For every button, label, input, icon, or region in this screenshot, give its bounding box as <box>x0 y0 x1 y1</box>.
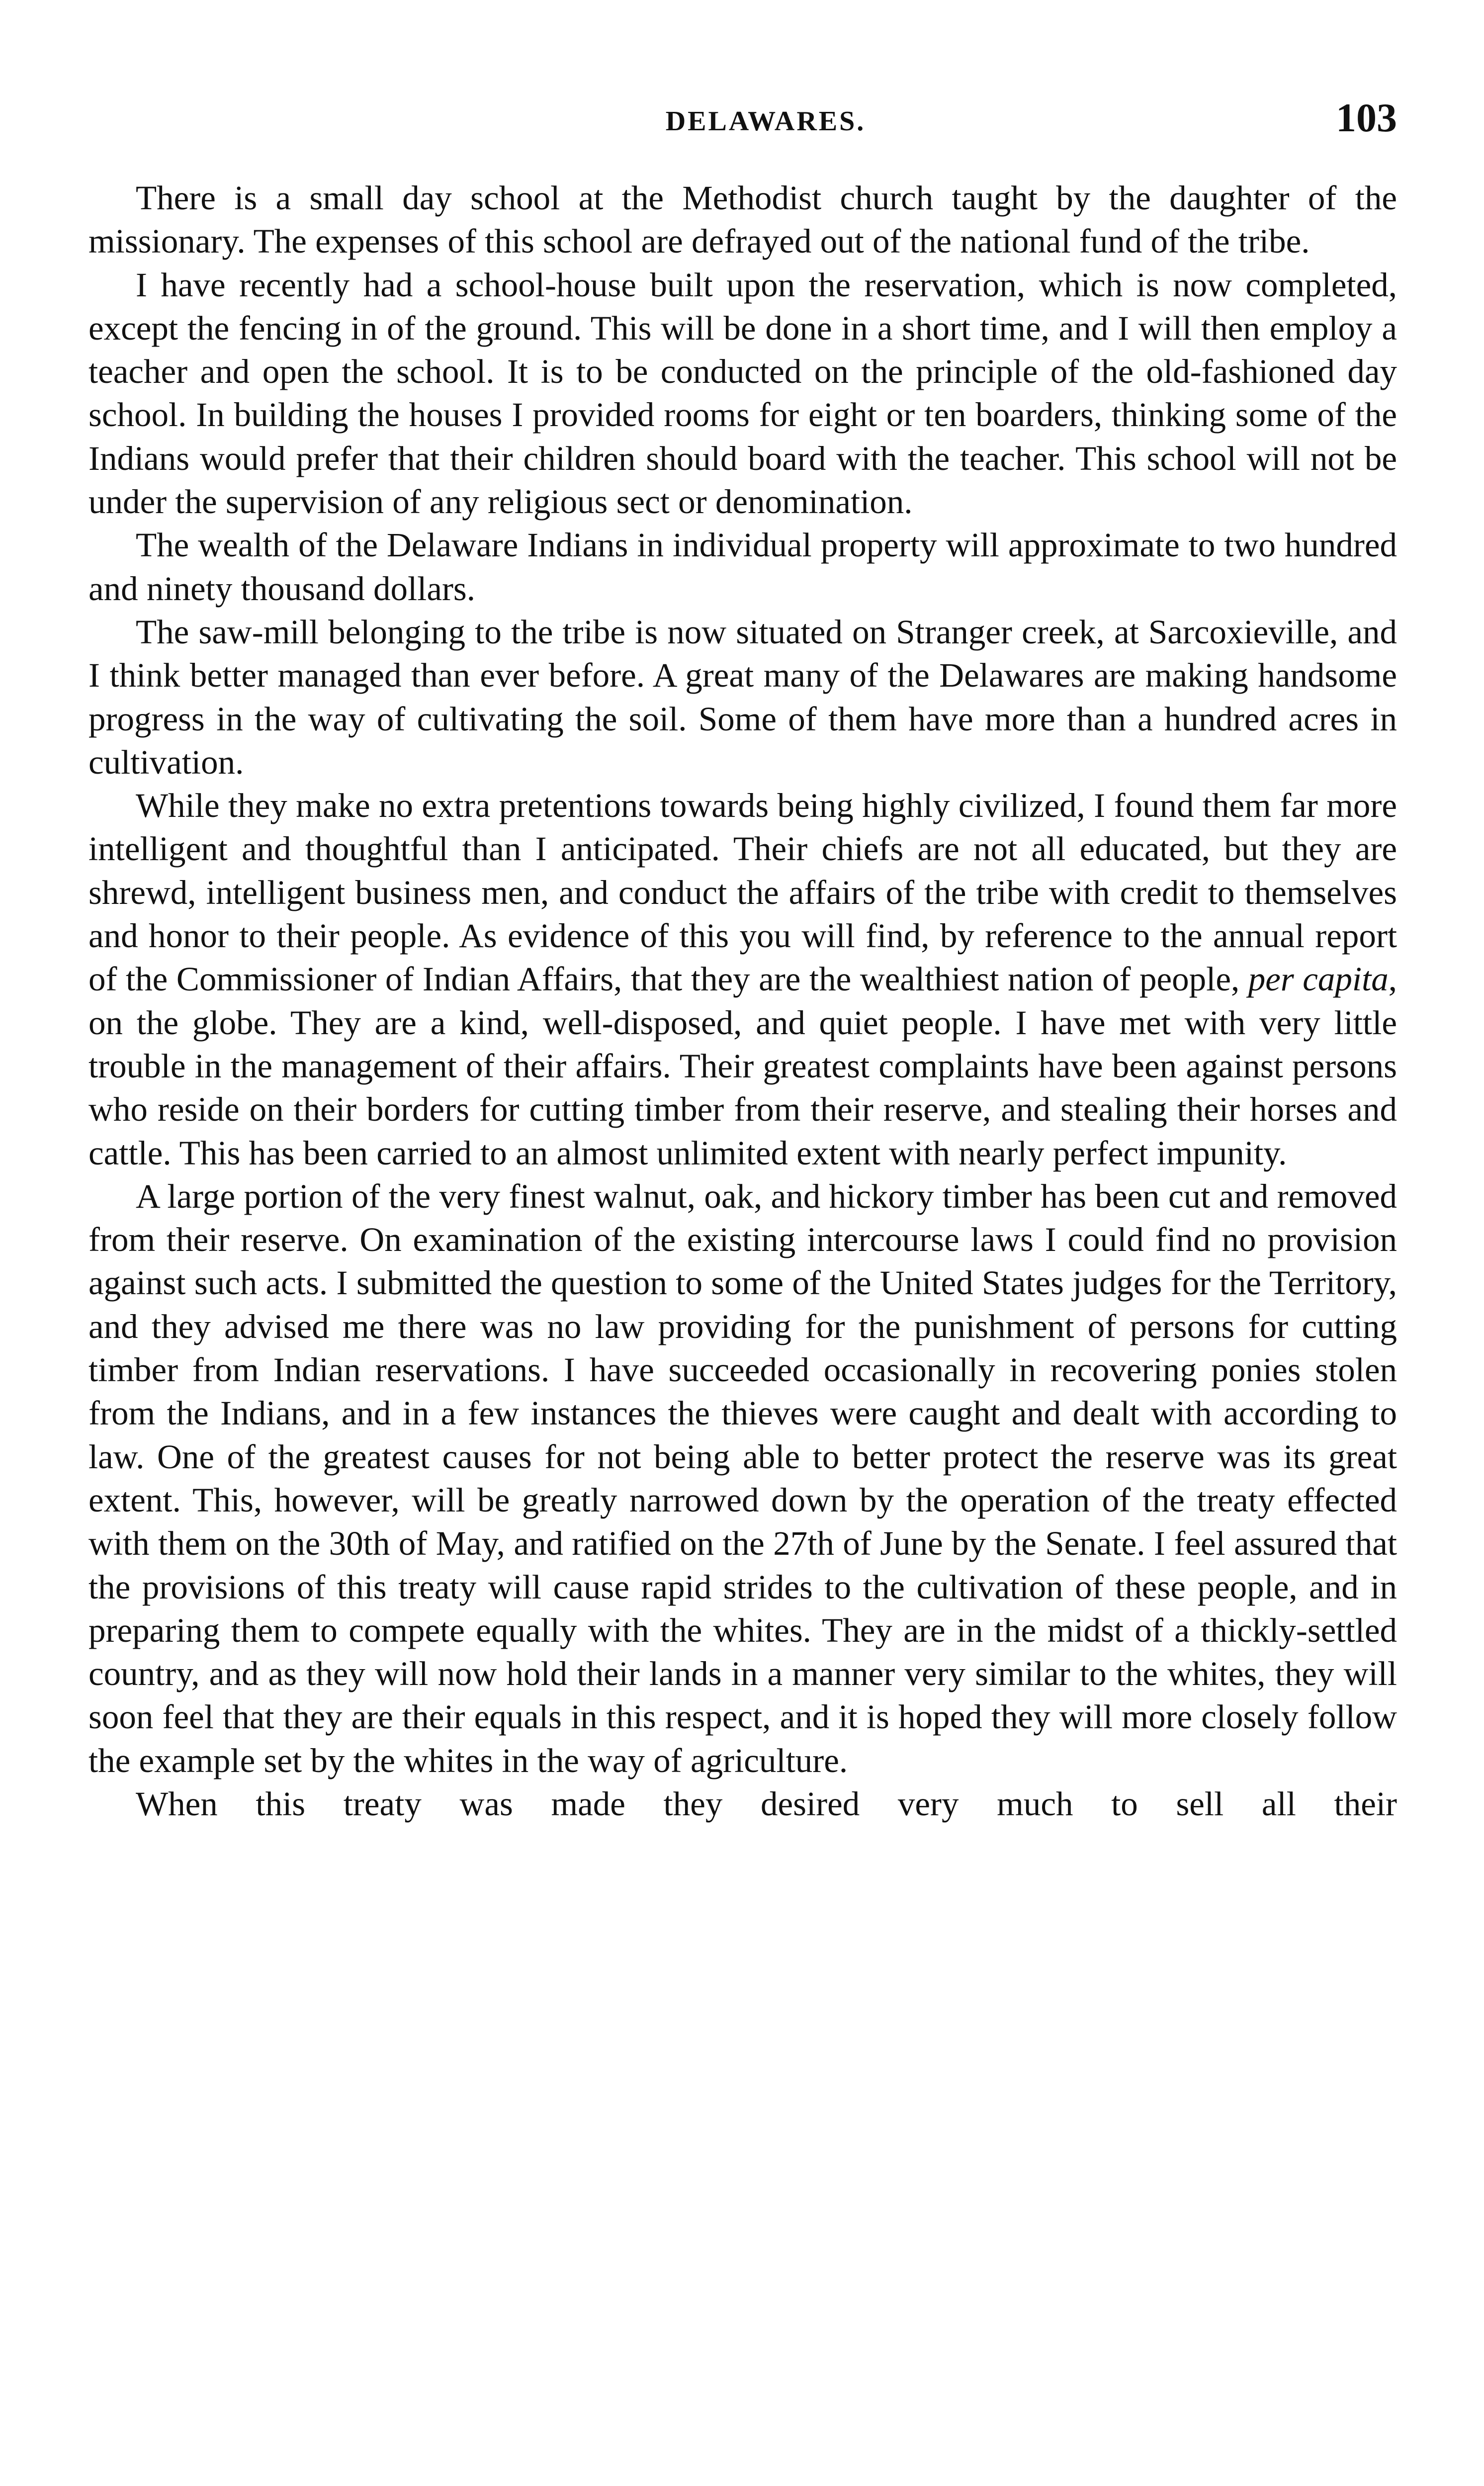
paragraph-civilization-italic: per capita <box>1248 960 1389 998</box>
paragraph-saw-mill: The saw-mill belonging to the tribe is now situated on Stranger creek, at Sarcoxieville, and I think better managed than ever before. A great many of the Delawares are making handsome progress in the way of cultivating the soil. Some of them have more than a hundred acres in cultivation. <box>88 613 1397 781</box>
running-header <box>134 94 1397 149</box>
paragraph-treaty: When this treaty was made they desired very much to sell all their <box>136 1784 1397 1823</box>
paragraph-civilization-part-2: , on the globe. They are a kind, well-disposed, and quiet people. I have met with very little trouble in the management of their affairs. Their greatest complaints have been against persons who reside on their borders for cutting timber from their reserve, and stealing their horses and cattle. This has been carried to an almost unlimited extent with nearly perfect impunity. <box>88 960 1397 1172</box>
paragraph-school-house: I have recently had a school-house built upon the reservation, which is now completed, except the fencing in of the ground. This will be done in a short time, and I will then employ a teacher and open the school. It is to be conducted on the principle of the old-fashioned day school. In building the houses I provided rooms for eight or ten boarders, thinking some of the Indians would prefer that their children should board with the teacher. This school will not be under the supervision of any religious sect or denomination. <box>88 266 1397 521</box>
page-number: 103 <box>1336 95 1397 140</box>
paragraph-civilization-part-1: While they make no extra pretentions towards being highly civilized, I found them far more intelligent and thoughtful than I anticipated. Their chiefs are not all educated, but they are shrewd, intelligent business men, and conduct the affairs of the tribe with credit to themselves and honor to their people. As evidence of this you will find, by reference to the annual report of the Commissioner of Indian Affairs, that they are the wealthiest nation of people, <box>88 787 1397 998</box>
paragraph-timber: A large portion of the very finest walnut, oak, and hickory timber has been cut and removed from their reserve. On examination of the existing intercourse laws I could find no provision against such acts. I submitted the question to some of the United States judges for the Territory, and they advised me there was no law providing for the punishment of persons for cutting timber from Indian reservations. I have succeeded occasionally in recovering ponies stolen from the Indians, and in a few instances the thieves were caught and dealt with according to law. One of the greatest causes for not being able to better protect the reserve was its great extent. This, however, will be greatly narrowed down by the operation of the treaty effected with them on the 30th of May, and ratified on the 27th of June by the Senate. I feel assured that the provisions of this treaty will cause rapid strides to the cultivation of these people, and in preparing them to compete equally with the whites. They are in the midst of a thickly-settled country, and as they will now hold their lands in a manner very similar to the whites, they will soon feel that they are their equals in this respect, and it is hoped they will more closely follow the example set by the whites in the way of agriculture. <box>88 1177 1397 1779</box>
paragraph-civilization <box>88 784 1397 1175</box>
running-title: DELAWARES. <box>665 106 866 137</box>
body-text <box>88 177 1397 1826</box>
paragraph-wealth: The wealth of the Delaware Indians in individual property will approximate to two hundred and ninety thousand dollars. <box>88 526 1397 608</box>
paragraph-day-school: There is a small day school at the Methodist church taught by the daughter of the missionary. The expenses of this school are defrayed out of the national fund of the tribe. <box>88 179 1397 261</box>
